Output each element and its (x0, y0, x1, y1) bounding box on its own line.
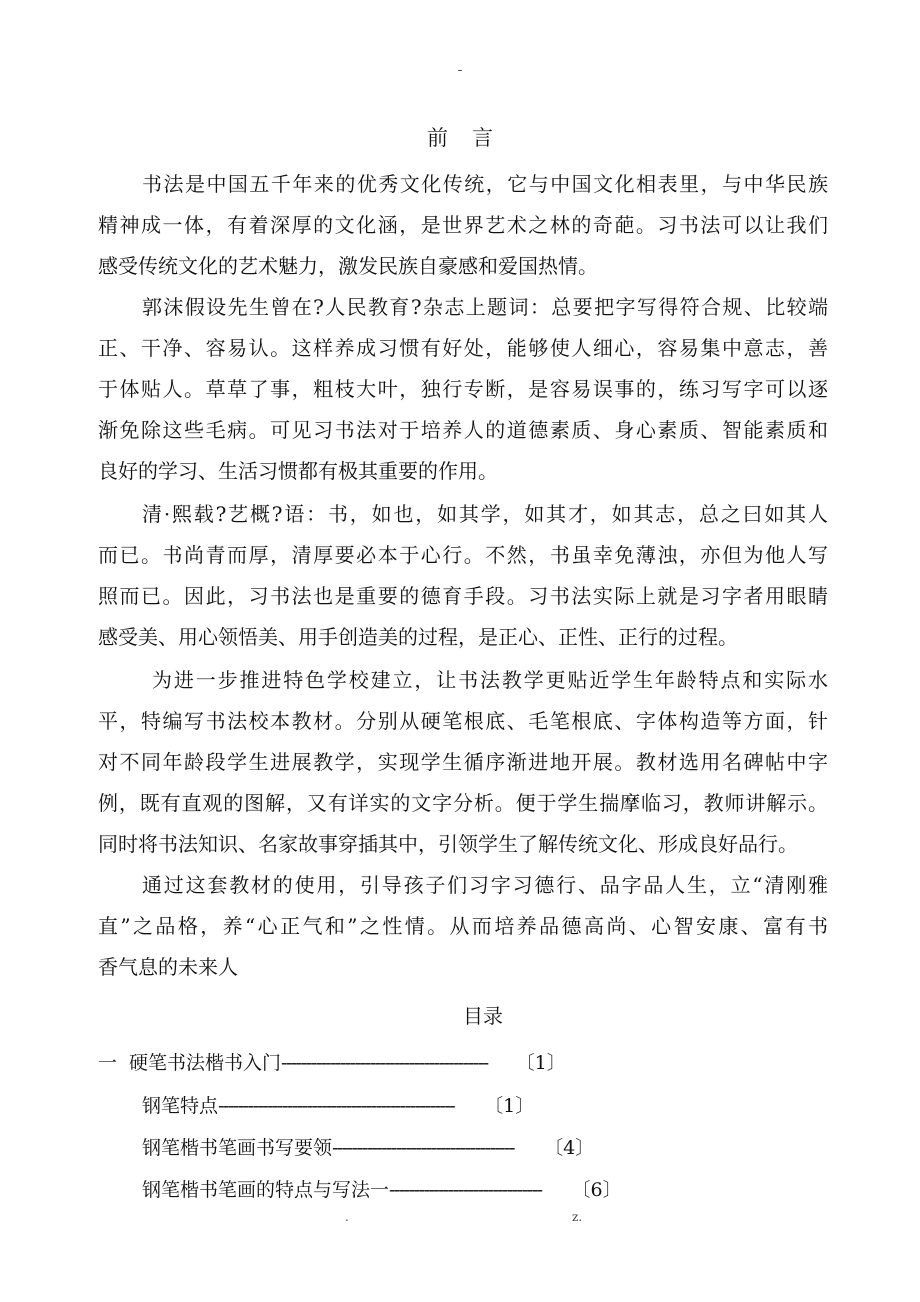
preface-paragraph-5 (98, 865, 828, 988)
paragraph-line: 正、干净、容易认。这样养成习惯有好处，能够使人细心，容易集中意志，善 (98, 336, 828, 360)
page-header-mark: - (457, 62, 463, 78)
preface-paragraph-1 (98, 164, 828, 287)
toc-title: 目录 (463, 1004, 503, 1028)
paragraph-line: 例，既有直观的图解，又有详实的文字分析。便于学生揣摩临习，教师讲解示。 (98, 791, 828, 815)
paragraph-line: 直”之品格，养“心正气和”之性情。从而培养品德高尚、心智安康、富有书 (98, 914, 828, 938)
toc-entry[interactable] (98, 1048, 566, 1075)
toc-entry-page: 〔1〕 (484, 1095, 535, 1117)
paragraph-line: 感受美、用心领悟美、用手创造美的过程，是正心、正性、正行的过程。 (98, 625, 738, 649)
paragraph-line: 渐免除这些毛病。可见习书法对于培养人的道德素质、身心素质、智能素质和 (98, 418, 828, 442)
toc-entry[interactable] (142, 1133, 594, 1160)
paragraph-line: 平，特编写书法校本教材。分别从硬笔根底、毛笔根底、字体构造等方面，针 (98, 709, 828, 733)
paragraph-line: 良好的学习、生活习惯都有极其重要的作用。 (98, 459, 498, 483)
paragraph-line: 于体贴人。草草了事，粗枝大叶，独行专断，是容易误事的，练习写字可以逐 (98, 377, 828, 401)
paragraph-line: 感受传统文化的艺术魅力，激发民族自豪感和爱国热情。 (98, 254, 598, 278)
paragraph-line: 同时将书法知识、名家故事穿插其中，引领学生了解传统文化、形成良好品行。 (98, 832, 798, 856)
toc-entry-number: 一 (98, 1052, 118, 1074)
toc-entry-leader: ------------------------------- (389, 1179, 542, 1201)
toc-entry[interactable] (142, 1091, 534, 1118)
paragraph-line: 照而已。因此，习书法也是重要的德育手段。习书法实际上就是习字者用眼睛 (98, 584, 828, 608)
footer-right-mark: z. (572, 1210, 583, 1224)
toc-entry-leader: ------------------------------------- (332, 1137, 515, 1159)
preface-paragraph-3 (98, 494, 828, 658)
toc-entry-label: 钢笔楷书笔画书写要领 (142, 1137, 333, 1159)
paragraph-line: 通过这套教材的使用，引导孩子们习字习德行、品字品人生，立“清刚雅 (142, 873, 828, 897)
paragraph-line: 清·熙载?艺概?语：书，如也，如其学，如其才，如其志，总之曰如其人 (142, 502, 828, 526)
toc-entry-page: 〔6〕 (571, 1179, 622, 1201)
paragraph-line: 而已。书尚青而厚，清厚要必本于心行。不然，书虽幸免薄浊，亦但为他人写 (98, 543, 828, 567)
paragraph-line: 香气息的未来人 (98, 955, 238, 979)
toc-entry-leader: ------------------------------------------------ (218, 1095, 455, 1117)
toc-entry-page: 〔1〕 (515, 1052, 566, 1074)
paragraph-line: 精神成一体，有着深厚的文化涵，是世界艺术之林的奇葩。习书法可以让我们 (98, 213, 828, 237)
preface-paragraph-4 (98, 660, 828, 865)
toc-entry[interactable] (142, 1175, 622, 1202)
preface-paragraph-2 (98, 287, 828, 492)
toc-entry-page: 〔4〕 (544, 1137, 595, 1159)
toc-entry-label: 钢笔楷书笔画的特点与写法一 (142, 1179, 390, 1201)
paragraph-line: 对不同年龄段学生进展教学，实现学生循序渐进地开展。教材选用名碑帖中字 (98, 750, 828, 774)
paragraph-line: 为进一步推进特色学校建立，让书法教学更贴近学生年龄特点和实际水 (152, 668, 828, 692)
footer-left-mark: . (345, 1210, 349, 1224)
toc-entry-leader: ------------------------------------------ (281, 1052, 488, 1074)
page-title: 前言 (427, 126, 517, 150)
paragraph-line: 郭沫假设先生曾在?人民教育?杂志上题词：总要把字写得符合规、比较端 (142, 295, 828, 319)
toc-entry-label: 钢笔特点 (142, 1095, 219, 1117)
paragraph-line: 书法是中国五千年来的优秀文化传统，它与中国文化相表里，与中华民族 (142, 172, 828, 196)
toc-entry-label: 硬笔书法楷书入门 (129, 1052, 282, 1074)
